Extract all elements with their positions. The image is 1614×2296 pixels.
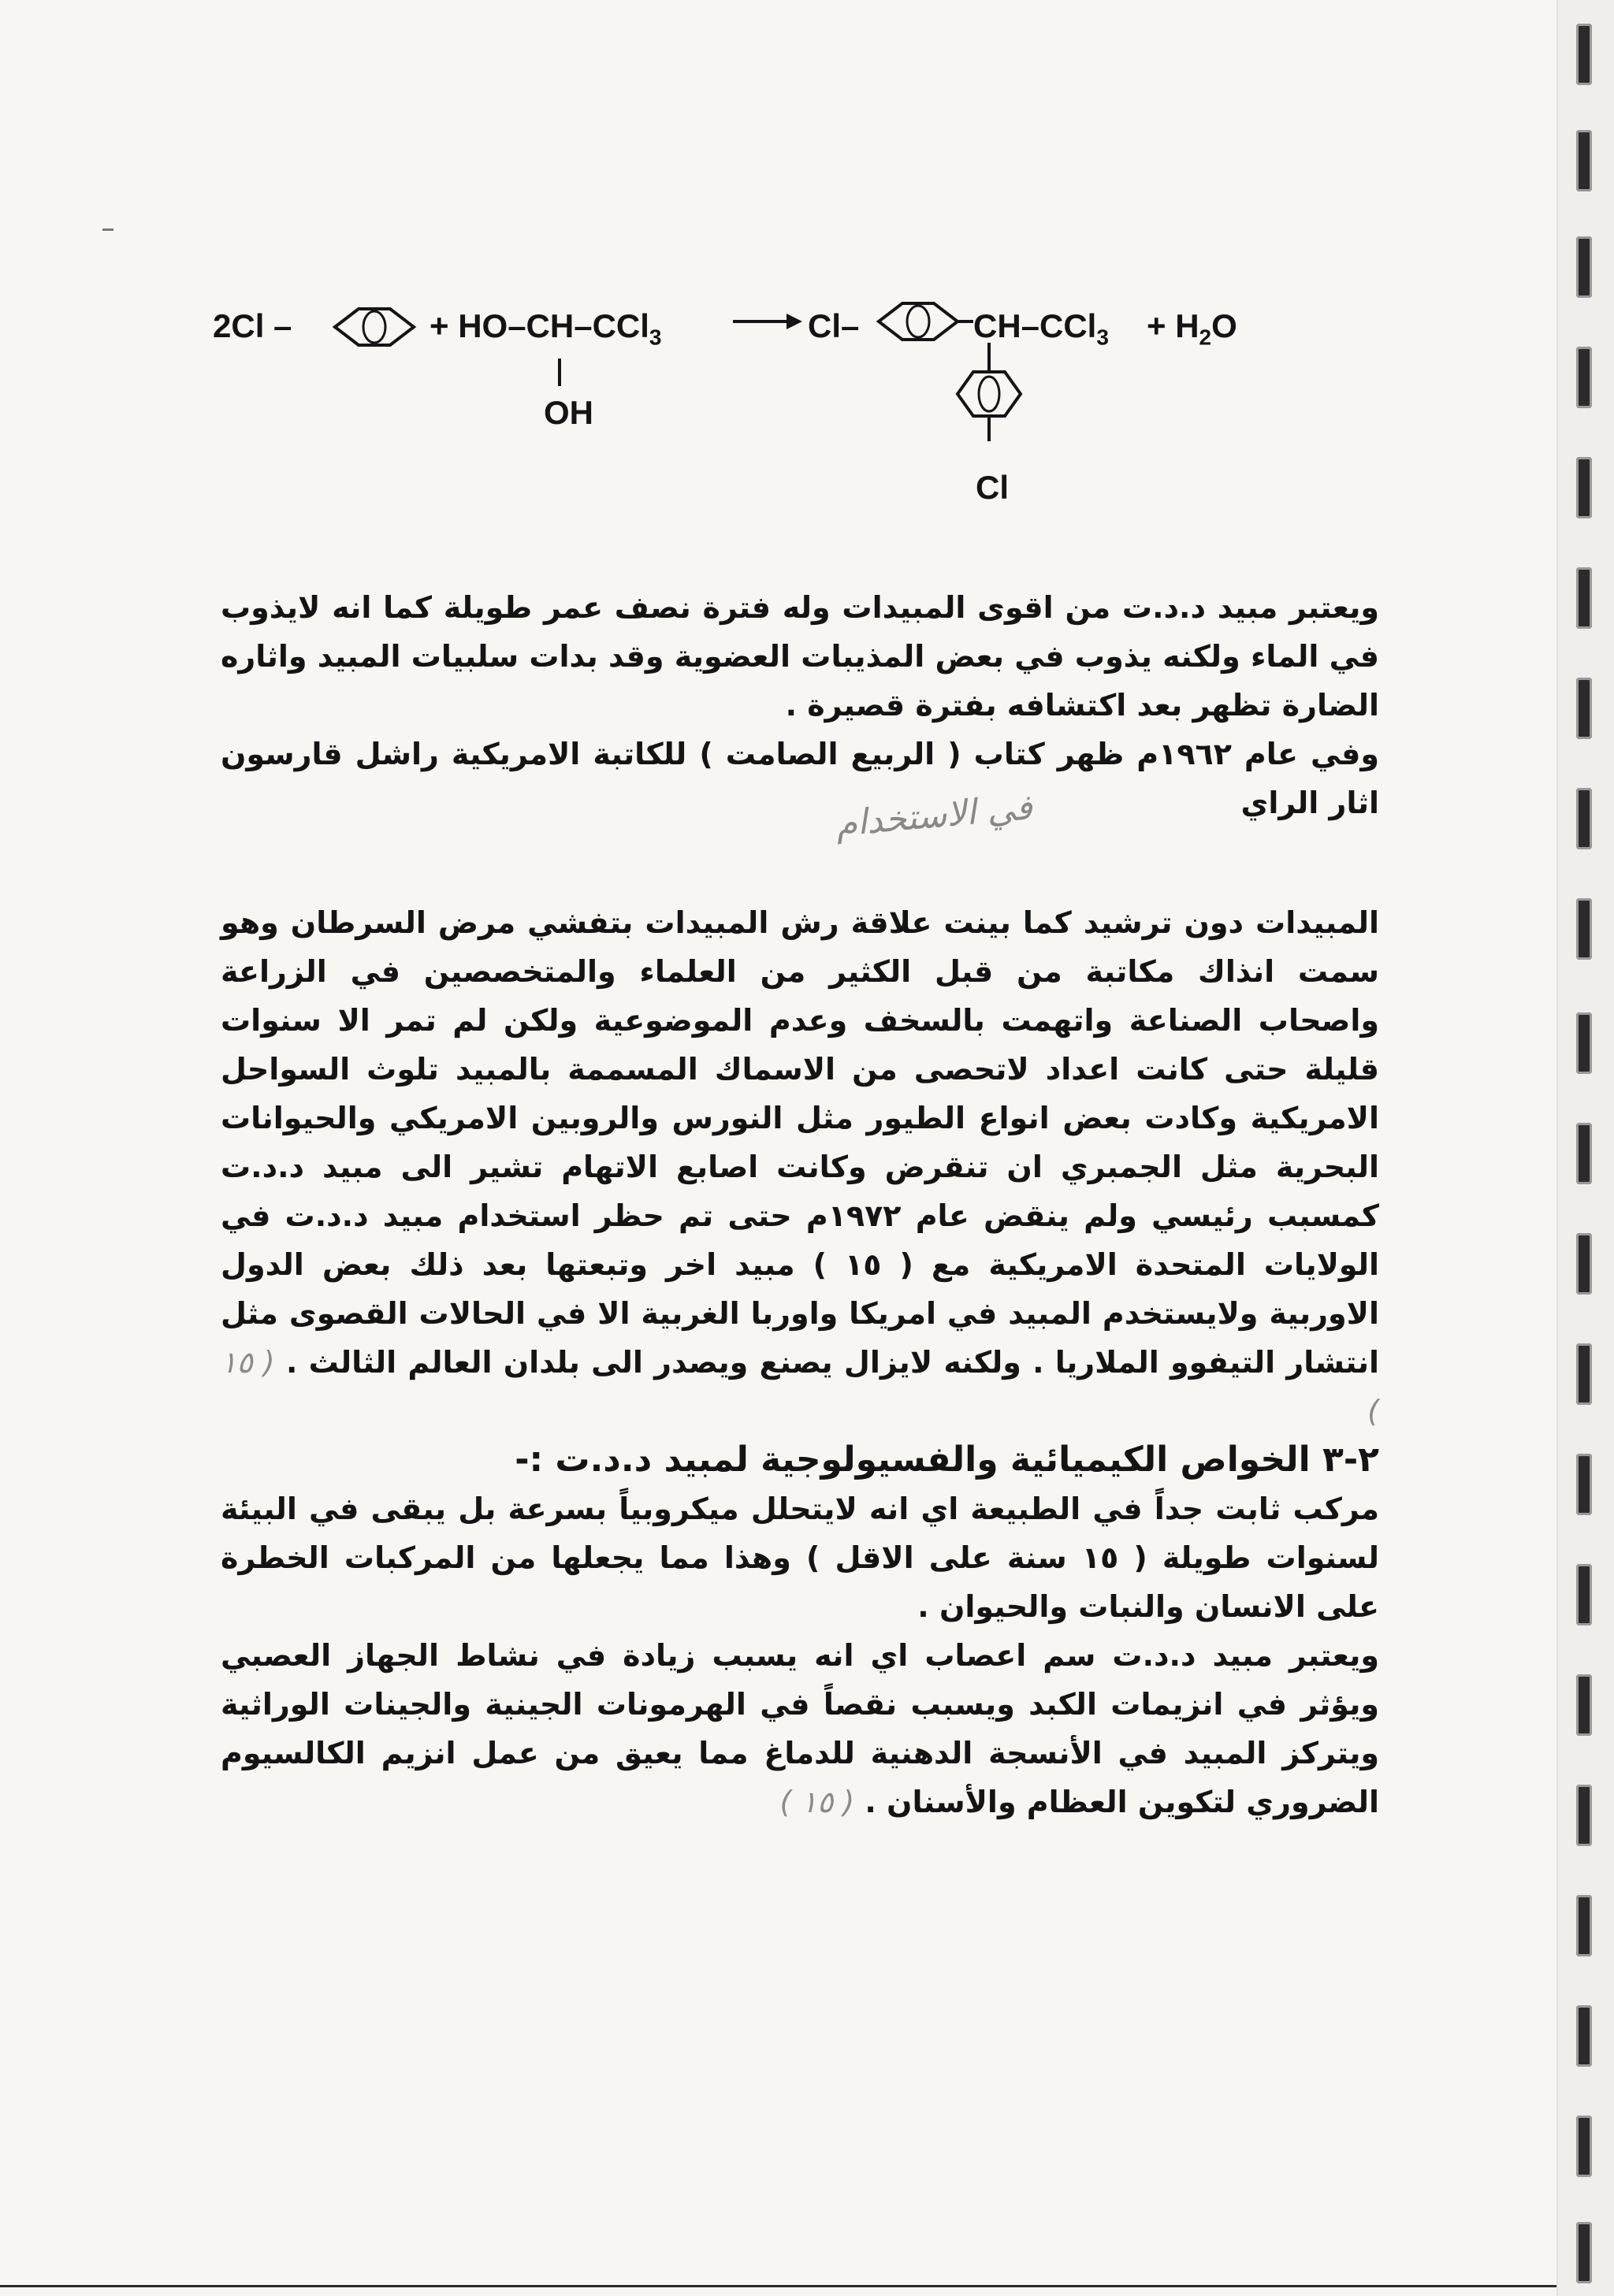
- binding-ring: [1576, 1454, 1592, 1515]
- chloral-subscript: 3: [649, 325, 662, 350]
- benzene-ring-left-icon: [335, 309, 414, 345]
- product-chain-formula: CH–CCl: [973, 307, 1097, 344]
- binding-ring: [1576, 457, 1592, 518]
- paragraph-ddt-history: [221, 898, 1379, 1436]
- water-prefix: + H: [1147, 307, 1199, 344]
- ddt-synthesis-equation: [213, 268, 1277, 536]
- reference-note-1: ( ١٥ ): [221, 1345, 1379, 1428]
- paragraph-silent-spring: وفي عام ١٩٦٢م ظهر كتاب ( الربيع الصامت ) للكاتبة الامريكية راشل قارسون اثار الراي: [221, 737, 1379, 820]
- page-bottom-edge: [0, 2285, 1556, 2287]
- binding-ring: [1576, 1785, 1592, 1846]
- history-text: [221, 898, 1379, 1826]
- paragraph-toxicity: [221, 1631, 1379, 1826]
- paragraph-ddt-properties: ويعتبر مبيد د.د.ت من اقوى المبيدات وله فترة نصف عمر طويلة كما انه لايذوب في الماء ولكنه يذوب في بعض المذيبات العضوية وقد بدات سلبيات المبيد واثاره الضارة تظهر بعد اكتشافه بفترة قصيرة .: [221, 590, 1379, 723]
- product-chain: [973, 307, 1109, 350]
- benzene-ring-product-top-icon: [879, 303, 973, 340]
- handwritten-note: في الاستخدام: [834, 787, 1034, 845]
- binding-ring: [1576, 788, 1592, 849]
- binding-ring: [1576, 1564, 1592, 1625]
- binding-ring: [1576, 567, 1592, 629]
- reactant-chloral-hydrate: [430, 307, 661, 350]
- water-product: [1147, 307, 1237, 350]
- reactant-chlorobenzene: 2Cl –: [213, 307, 292, 344]
- binding-ring: [1576, 898, 1592, 960]
- hydroxyl-group: OH: [544, 394, 593, 431]
- paragraph-ddt-history-text: المبيدات دون ترشيد كما بينت علاقة رش المبيدات بتفشي مرض السرطان وهو سمت انذاك مكاتبة من قبل الكثير من العلماء والمتخصصين في الزراعة واصحاب الصناعة واتهمت بالسخف وعدم الموضوعية ولكن لم تمر الا سنوات قليلة حتى كانت اعداد لاتحصى من الاسماك المسممة بالمبيد تلوث السواحل الامريكية وكادت بعض انواع الطيور مثل النورس والروبين الامريكي والحيوانات البحرية مثل الجمبري ان تنقرض وكانت اصابع الاتهام تشير الى مبيد د.د.ت كمسبب رئيسي ولم ينقض عام ١٩٧٢م حتى تم حظر استخدام مبيد د.د.ت في الولايات المتحدة الامريكية مع ( ١٥ ) مبيد اخر وتبعتها بعد ذلك بعض الدول الاوربية ولايستخدم المبيد في امريكا واوربا الغربية الا في الحالات القصوى مثل انتشار التيفوو الملاريا . ولكنه لايزال يصنع ويصدر الى بلدان العالم الثالث .: [221, 905, 1380, 1380]
- binding-ring: [1576, 24, 1592, 85]
- binding-ring: [1576, 1123, 1592, 1184]
- binding-ring: [1576, 1895, 1592, 1956]
- binding-ring: [1576, 2005, 1592, 2067]
- chloral-formula: + HO–CH–CCl: [430, 307, 649, 344]
- binding-ring: [1576, 130, 1592, 191]
- paragraph-toxicity-text: ويعتبر مبيد د.د.ت سم اعصاب اي انه يسبب زيادة في نشاط الجهاز العصبي ويؤثر في انزيمات الكبد ويسبب نقصاً في الهرمونات الجينية والجينات الوراثية ويتركز المبيد في الأنسجة الدهنية للدماغ مما يعيق من عمل انزيم الكالسيوم الضروري لتكوين العظام والأسنان .: [221, 1638, 1379, 1819]
- water-oxygen: O: [1211, 307, 1237, 344]
- section-heading: ٢-٣ الخواص الكيميائية والفسيولوجية لمبيد د.د.ت :-: [515, 1440, 1379, 1480]
- scan-speck: [102, 228, 113, 231]
- binding-ring: [1576, 1233, 1592, 1295]
- paragraph-stability: مركب ثابت جداً في الطبيعة اي انه لايتحلل ميكروبياً بسرعة بل يبقى في البيئة لسنوات طويلة ( ١٥ سنة على الاقل ) وهذا مما يجعلها من المركبات الخطرة على الانسان والنبات والحيوان .: [221, 1492, 1379, 1624]
- binding-ring: [1576, 2116, 1592, 2177]
- reference-note-2: ( ١٥ ): [779, 1785, 855, 1819]
- benzene-ring-product-bottom-icon: [958, 372, 1021, 416]
- binding-ring: [1576, 678, 1592, 739]
- water-subscript: 2: [1199, 325, 1212, 350]
- binding-ring: [1576, 2222, 1592, 2283]
- binding-ring: [1576, 347, 1592, 408]
- product-chloro-prefix: Cl–: [808, 307, 860, 344]
- equation-structures: [213, 268, 1277, 536]
- binding-ring: [1576, 1674, 1592, 1736]
- product-subscript: 3: [1096, 325, 1109, 350]
- intro-text: [221, 583, 1379, 827]
- binding-ring: [1576, 236, 1592, 298]
- binding-ring: [1576, 1012, 1592, 1074]
- binding-ring: [1576, 1343, 1592, 1405]
- product-bottom-chlorine: Cl: [976, 469, 1009, 506]
